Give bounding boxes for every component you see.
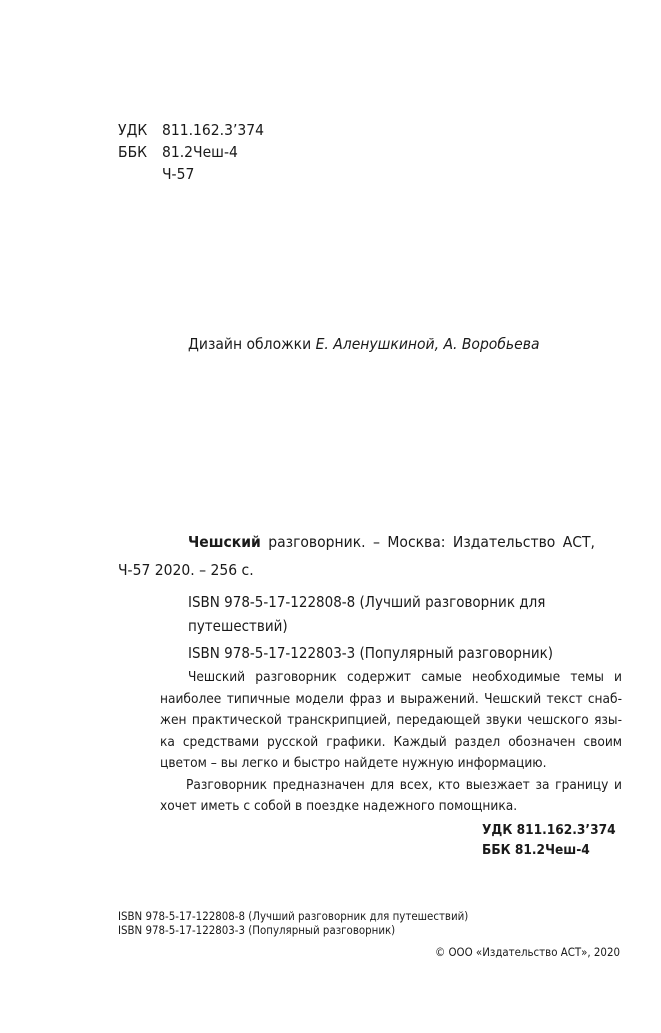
right-udk: УДК 811.162.3’374: [482, 822, 616, 838]
small-isbn-1: ISBN 978-5-17-122808-8 (Лучший разговорник для путешествий): [118, 909, 469, 923]
isbn-2: ISBN 978-5-17-122803-3 (Популярный разговорник): [188, 644, 554, 662]
design-credit-prefix: Дизайн обложки: [188, 335, 316, 353]
udk-line: [118, 119, 264, 141]
author-sign-line: [118, 163, 264, 185]
right-bbk: ББК 81.2Чеш-4: [482, 842, 590, 858]
isbn-1-line-2: путешествий): [188, 617, 288, 635]
bbk-label: ББК: [118, 143, 148, 161]
small-isbn-2: ISBN 978-5-17-122803-3 (Популярный разговорник): [118, 923, 396, 937]
udk-label: УДК: [118, 121, 148, 139]
bibliographic-description: [118, 528, 623, 584]
classification-block: [118, 119, 264, 185]
bbk-line: [118, 141, 264, 163]
right-classification: [482, 820, 616, 860]
isbn-1-line-1: ISBN 978-5-17-122808-8 (Лучший разговорник для: [188, 593, 546, 611]
design-credit-names: Е. Аленушкиной, А. Воробьева: [315, 335, 540, 353]
biblio-line-2: Ч-57 2020. – 256 с.: [118, 561, 254, 579]
design-credit: [188, 335, 540, 353]
annotation: [160, 667, 622, 818]
annotation-paragraph-2: Разговорник предназначен для всех, кто выезжает за границу и хочет иметь с собой в поездке надежного помощника.: [160, 776, 622, 814]
book-title: Чешский: [188, 533, 261, 551]
small-isbn-block: [118, 909, 468, 937]
isbn-main-block: [188, 590, 553, 665]
udk-value: 811.162.3’374: [162, 121, 264, 139]
copyright: © ООО «Издательство АСТ», 2020: [434, 945, 620, 959]
biblio-line-1: [118, 528, 623, 556]
bbk-value: 81.2Чеш-4: [162, 143, 238, 161]
annotation-paragraph-1: Чешский разговорник содержит самые необходимые темы и наиболее типичные модели фраз и выражений. Чешский текст снаб-жен практической транскрипцией, передающей звуки чешского язы-ка средствами русской графики. Каждый раздел обозначен своим цветом – вы легко и быстро найдете нужную информацию.: [160, 669, 622, 771]
biblio-line-1-rest: разговорник. – Москва: Издательство АСТ,: [260, 533, 595, 551]
author-sign: Ч-57: [162, 165, 195, 183]
